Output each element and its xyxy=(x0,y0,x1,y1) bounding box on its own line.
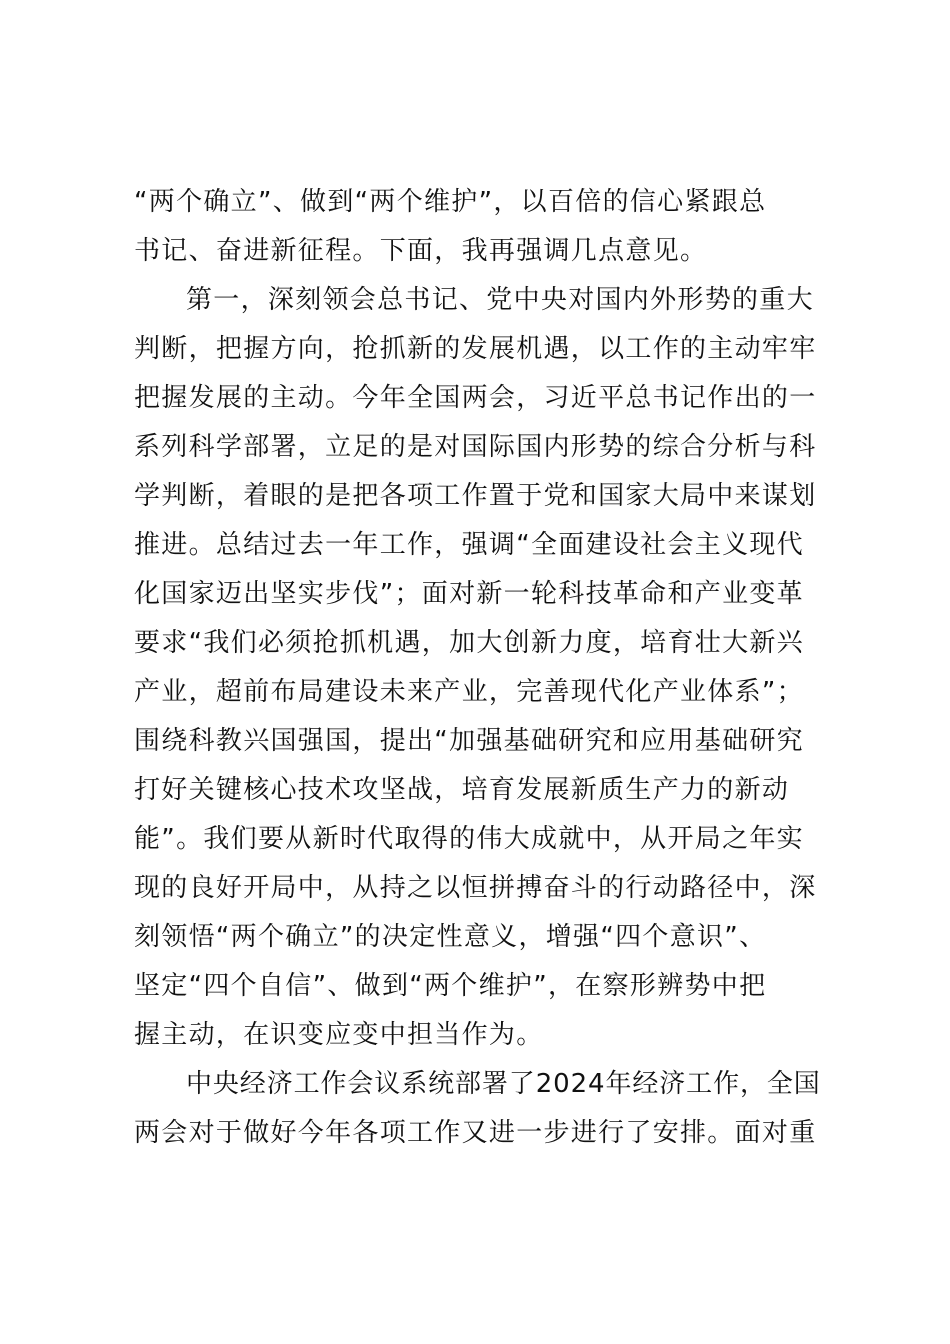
text-line: “两个确立”、做到“两个维护”，以百倍的信心紧跟总 xyxy=(134,187,767,217)
text-line: 化国家迈出坚实步伐”；面对新一轮科技革命和产业变革 xyxy=(134,579,804,609)
text-line: 产业，超前布局建设未来产业，完善现代化产业体系”； xyxy=(134,677,804,707)
text-line: 能”。我们要从新时代取得的伟大成就中，从开局之年实 xyxy=(134,824,804,854)
paragraph-first-line: 中央经济工作会议系统部署了2024年经济工作，全国 xyxy=(186,1069,821,1099)
text-line: 坚定“四个自信”、做到“两个维护”，在察形辨势中把 xyxy=(134,971,767,1001)
text-line: 书记、奋进新征程。下面，我再强调几点意见。 xyxy=(134,236,708,266)
text-line: 打好关键核心技术攻坚战，培育发展新质生产力的新动 xyxy=(134,775,790,805)
text-line: 刻领悟“两个确立”的决定性意义，增强“四个意识”、 xyxy=(134,922,767,952)
text-line: 握主动，在识变应变中担当作为。 xyxy=(134,1020,544,1050)
text-line: 现的良好开局中，从持之以恒拼搏奋斗的行动路径中，深 xyxy=(134,873,817,903)
text-line: 学判断，着眼的是把各项工作置于党和国家大局中来谋划 xyxy=(134,481,817,511)
text-line: 把握发展的主动。今年全国两会，习近平总书记作出的一 xyxy=(134,383,817,413)
text-line: 系列科学部署，立足的是对国际国内形势的综合分析与科 xyxy=(134,432,817,462)
text-line: 两会对于做好今年各项工作又进一步进行了安排。面对重 xyxy=(134,1118,817,1148)
paragraph-first-line: 第一，深刻领会总书记、党中央对国内外形势的重大 xyxy=(186,285,814,315)
text-line: 判断，把握方向，抢抓新的发展机遇，以工作的主动牢牢 xyxy=(134,334,817,364)
document-body xyxy=(134,178,844,1158)
text-line: 要求“我们必须抢抓机遇，加大创新力度，培育壮大新兴 xyxy=(134,628,804,658)
text-line: 推进。总结过去一年工作，强调“全面建设社会主义现代 xyxy=(134,530,804,560)
text-line: 围绕科教兴国强国，提出“加强基础研究和应用基础研究 xyxy=(134,726,804,756)
